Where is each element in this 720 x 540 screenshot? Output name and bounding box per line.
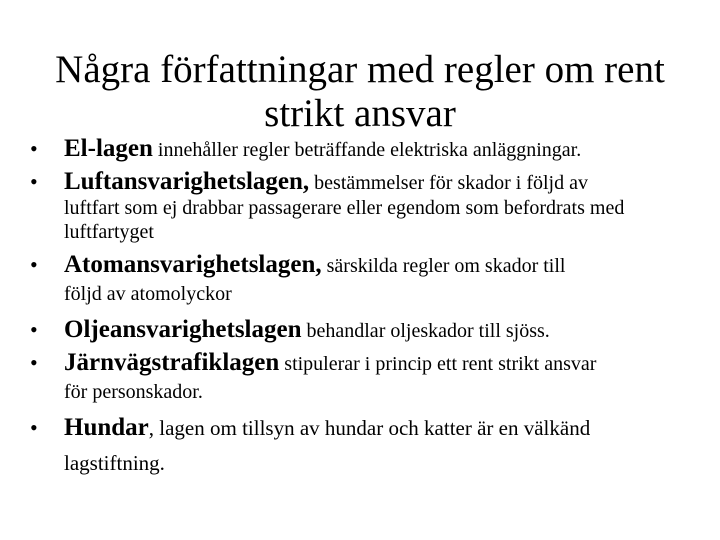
item-description: stipulerar i princip ett rent strikt ansvar	[279, 353, 597, 375]
slide-title-line-1: Några författningar med regler om rent	[55, 48, 665, 92]
slide-title	[0, 48, 720, 136]
item-term: Atomansvarighetslagen,	[64, 251, 322, 278]
item-description: bestämmelser för skador i följd av	[309, 172, 588, 194]
bullet-icon: •	[30, 136, 38, 161]
bullet-icon: •	[30, 350, 38, 375]
list-item-luftansvarighetslagen	[30, 167, 710, 244]
item-term: El-lagen	[64, 135, 153, 162]
list-item-atomansvarighetslagen	[30, 250, 710, 307]
list-item-oljeansvarighetslagen	[30, 315, 710, 348]
item-continuation: luftfart som ej drabbar passagerare eller egendom som befordrats med luftfartyget	[64, 197, 625, 243]
item-description: innehåller regler beträffande elektriska anläggningar.	[152, 139, 582, 161]
item-term: Luftansvarighetslagen,	[64, 168, 310, 195]
bullet-icon: •	[30, 252, 38, 277]
item-term: Oljeansvarighetslagen	[64, 316, 302, 343]
item-description: , lagen om tillsyn av hundar och katter är en välkänd	[148, 416, 591, 440]
bullet-icon: •	[30, 415, 38, 440]
item-description: särskilda regler om skador till	[321, 255, 566, 277]
bullet-icon: •	[30, 317, 38, 342]
item-term: Hundar	[64, 414, 149, 441]
item-continuation: för personskador.	[64, 381, 203, 403]
bullet-list	[30, 134, 710, 478]
bullet-icon: •	[30, 169, 38, 194]
slide-title-line-2: strikt ansvar	[264, 92, 456, 136]
list-item-el-lagen	[30, 134, 710, 167]
list-item-hundar	[30, 413, 710, 478]
item-description: behandlar oljeskador till sjöss.	[301, 320, 550, 342]
item-continuation: lagstiftning.	[64, 451, 165, 475]
list-item-jarnvagstrafiklagen	[30, 348, 710, 405]
item-continuation: följd av atomolyckor	[64, 283, 232, 305]
item-term: Järnvägstrafiklagen	[64, 349, 280, 376]
